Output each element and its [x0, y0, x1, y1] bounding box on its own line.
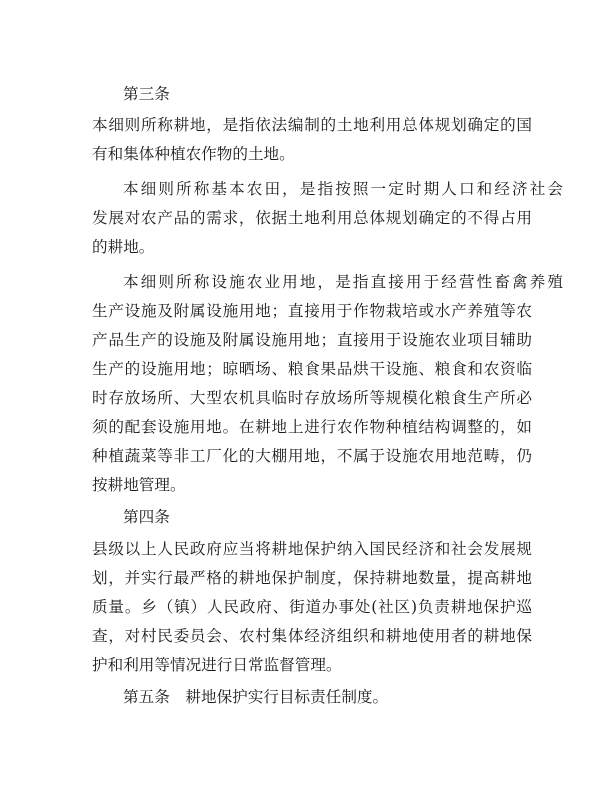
article-3-para-3-line-6: 须的配套设施用地。在耕地上进行农作物种植结构调整的，如 — [92, 418, 532, 436]
article-3-para-3-line-8: 按耕地管理。 — [92, 476, 186, 494]
article-3-para-3-line-3: 产品生产的设施及附属设施用地；直接用于设施农业项目辅助 — [92, 331, 532, 349]
article-3-para-1-line-1: 本细则所称耕地，是指依法编制的土地利用总体规划确定的国 — [92, 116, 532, 134]
article-3-para-2-line-3: 的耕地。 — [92, 238, 155, 256]
article-3-para-1-line-2: 有和集体种植农作物的土地。 — [92, 145, 295, 163]
article-4-heading: 第四条 — [123, 508, 170, 526]
article-3-heading: 第三条 — [123, 85, 170, 103]
article-3-para-3-line-4: 生产的设施用地；晾晒场、粮食果品烘干设施、粮食和农资临 — [92, 360, 532, 378]
article-3-para-3-line-2: 生产设施及附属设施用地；直接用于作物栽培或水产养殖等农 — [92, 302, 532, 320]
article-3-para-2-line-1: 本细则所称基本农田，是指按照一定时期人口和经济社会 — [123, 180, 563, 198]
article-3-para-2-line-2: 发展对农产品的需求，依据土地利用总体规划确定的不得占用 — [92, 209, 532, 227]
article-4-para-line-5: 护和利用等情况进行日常监督管理。 — [92, 656, 342, 674]
article-3-para-3-line-7: 种植蔬菜等非工厂化的大棚用地，不属于设施农用地范畴，仍 — [92, 447, 532, 465]
article-3-para-3-line-5: 时存放场所、大型农机具临时存放场所等规模化粮食生产所必 — [92, 389, 532, 407]
article-4-para-line-4: 查，对村民委员会、农村集体经济组织和耕地使用者的耕地保 — [92, 627, 532, 645]
article-5-line: 第五条 耕地保护实行目标责任制度。 — [123, 688, 389, 706]
article-4-para-line-1: 县级以上人民政府应当将耕地保护纳入国民经济和社会发展规 — [92, 540, 532, 558]
article-4-para-line-3: 质量。乡（镇）人民政府、街道办事处(社区)负责耕地保护巡 — [92, 598, 532, 616]
article-4-para-line-2: 划，并实行最严格的耕地保护制度，保持耕地数量，提高耕地 — [92, 569, 532, 587]
article-3-para-3-line-1: 本细则所称设施农业用地，是指直接用于经营性畜禽养殖 — [123, 273, 563, 291]
